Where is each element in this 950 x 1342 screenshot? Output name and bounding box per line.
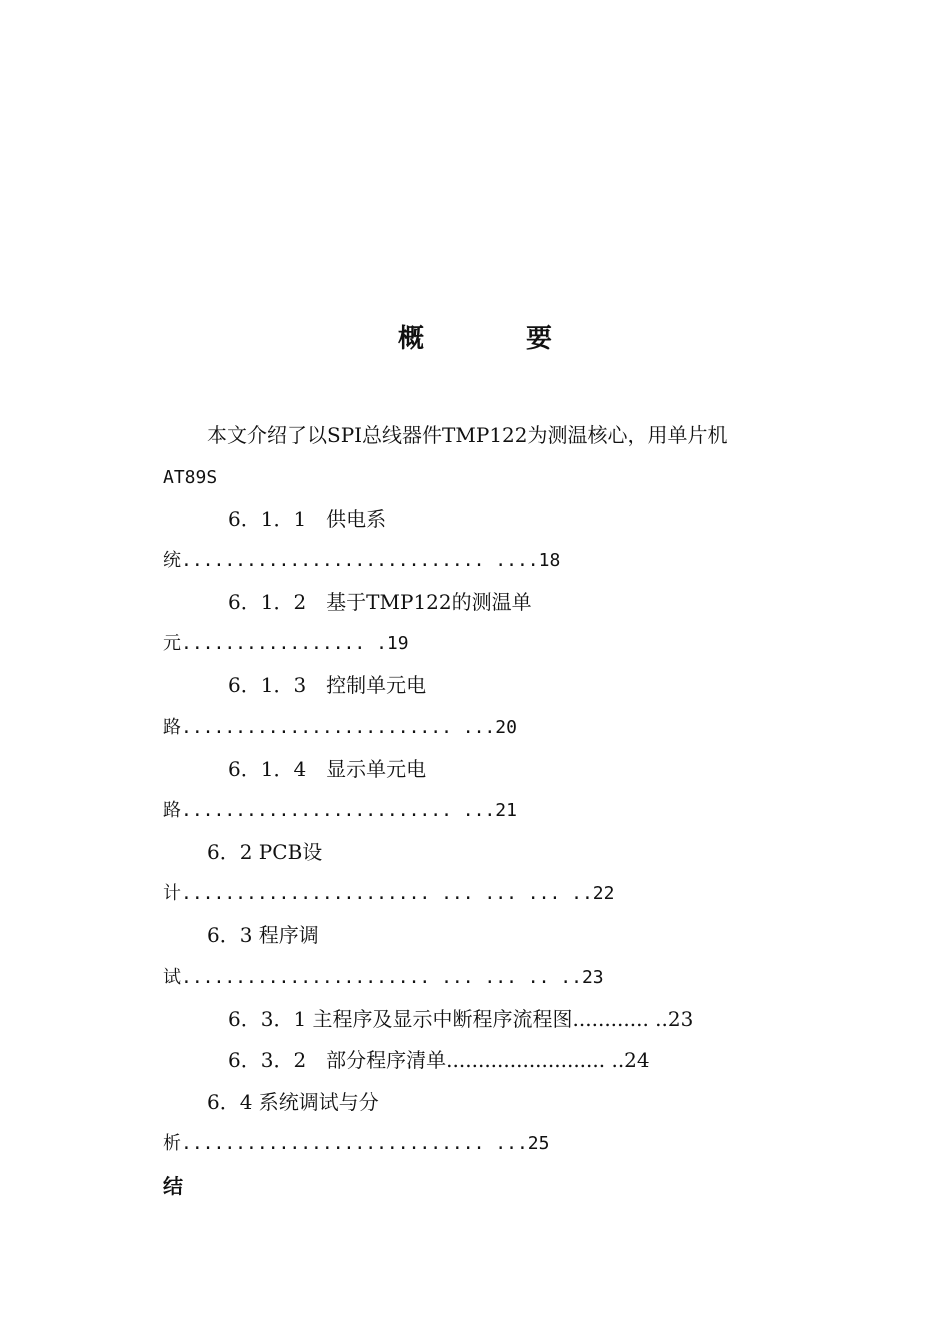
toc-entry-6-2: 计....................... ... ... ... ..22: [163, 883, 615, 904]
toc-heading-6-4: 6．4 系统调试与分: [207, 1090, 379, 1114]
toc-heading-6-3: 6．3 程序调: [207, 923, 319, 947]
abstract-line-1: 本文介绍了以SPI总线器件TMP122为测温核心，用单片机: [207, 423, 728, 447]
toc-heading-6-1-1: 6．1．1 供电系: [228, 507, 387, 531]
toc-entry-6-1-1: 统............................ ....18: [163, 550, 561, 571]
toc-entry-6-3: 试....................... ... ... .. ..23: [163, 967, 604, 988]
toc-heading-6-2: 6．2 PCB设: [207, 840, 323, 864]
abstract-line-2: AT89S: [163, 467, 218, 488]
toc-entry-6-1-4: 路......................... ...21: [163, 800, 517, 821]
toc-entry-6-3-2: 6．3．2 部分程序清单......................... ..24: [228, 1048, 650, 1072]
toc-entry-6-1-3: 路......................... ...20: [163, 717, 517, 738]
trailing-heading: 结: [163, 1174, 183, 1198]
toc-heading-6-1-2: 6．1．2 基于TMP122的测温单: [228, 590, 532, 614]
toc-entry-6-4: 析............................ ...25: [163, 1133, 550, 1154]
toc-heading-6-1-4: 6．1．4 显示单元电: [228, 757, 427, 781]
toc-heading-6-1-3: 6．1．3 控制单元电: [228, 673, 427, 697]
toc-entry-6-3-1: 6．3．1 主程序及显示中断程序流程图............ ..23: [228, 1007, 694, 1031]
toc-entry-6-1-2: 元................. .19: [163, 633, 409, 654]
page-title: 概 要: [397, 324, 590, 354]
